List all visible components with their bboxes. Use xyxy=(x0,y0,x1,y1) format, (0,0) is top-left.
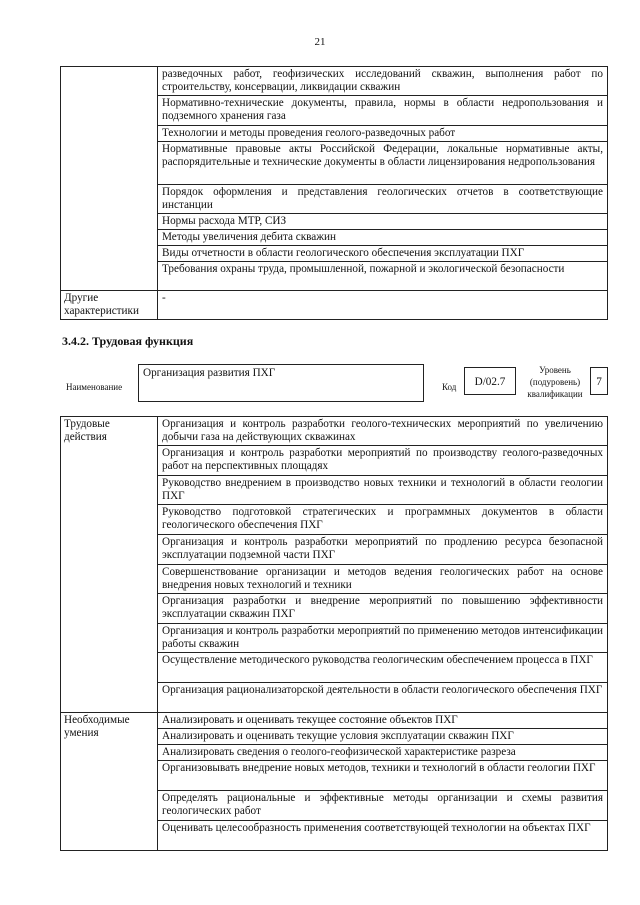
knowledge-item: Порядок оформления и представления геологических отчетов в соответствующие инстанции xyxy=(158,185,608,214)
action-item: Руководство внедрением в производство новых техники и технологий в области геологии ПХГ xyxy=(158,476,608,505)
other-characteristics-value: - xyxy=(158,291,608,320)
name-value: Организация развития ПХГ xyxy=(138,364,424,402)
skill-item: Анализировать и оценивать текущее состояние объектов ПХГ xyxy=(158,713,608,729)
action-item: Руководство подготовкой стратегических и программных документов в области геологического обеспечения ПХГ xyxy=(158,505,608,535)
level-value: 7 xyxy=(590,367,608,395)
level-label: Уровень (подуровень) квалификации xyxy=(527,365,583,399)
skill-item: Организовывать внедрение новых методов, техники и технологий в области геологии ПХГ xyxy=(158,761,608,791)
skill-item: Оценивать целесообразность применения соответствующей технологии на объектах ПХГ xyxy=(158,821,608,851)
actions-label: Трудовые действия xyxy=(61,417,158,713)
code-value: D/02.7 xyxy=(464,367,516,395)
skill-item: Анализировать и оценивать текущие условия эксплуатации скважин ПХГ xyxy=(158,729,608,745)
knowledge-label-cell xyxy=(61,67,158,291)
action-item: Осуществление методического руководства геологическим обеспечением процесса в ПХГ xyxy=(158,653,608,683)
function-table xyxy=(60,416,608,851)
knowledge-item: Требования охраны труда, промышленной, пожарной и экологической безопасности xyxy=(158,262,608,291)
function-name-bar xyxy=(62,364,608,408)
other-characteristics-label: Другие характеристики xyxy=(61,291,158,320)
action-item: Организация и контроль разработки мероприятий по продлению ресурса безопасной эксплуатации подземной части ПХГ xyxy=(158,535,608,565)
skill-item: Определять рациональные и эффективные методы организации и схемы развития геологических работ xyxy=(158,791,608,821)
knowledge-item: Нормативные правовые акты Российской Федерации, локальные нормативные акты, распорядительные и технические документы в области лицензирования недропользования xyxy=(158,142,608,185)
name-label: Наименование xyxy=(66,382,123,392)
action-item: Организация и контроль разработки мероприятий по производству геолого-разведочных работ на перспективных площадях xyxy=(158,446,608,476)
knowledge-item: Виды отчетности в области геологического обеспечения эксплуатации ПХГ xyxy=(158,246,608,262)
action-item: Организация рационализаторской деятельности в области геологического обеспечения ПХГ xyxy=(158,683,608,713)
action-item: Организация и контроль разработки геолого-технических мероприятий по увеличению добычи газа на действующих скважинах xyxy=(158,417,608,446)
knowledge-item: разведочных работ, геофизических исследований скважин, выполнения работ по строительству, консервации, ликвидации скважин xyxy=(158,67,608,96)
skills-label: Необходимые умения xyxy=(61,713,158,851)
action-item: Организация и контроль разработки мероприятий по применению методов интенсификации работы скважин xyxy=(158,624,608,653)
action-item: Совершенствование организации и методов ведения геологических работ на основе внедрения новых технологий и техники xyxy=(158,565,608,594)
skill-item: Анализировать сведения о геолого-геофизической характеристике разреза xyxy=(158,745,608,761)
knowledge-item: Нормативно-технические документы, правила, нормы в области недропользования и подземного хранения газа xyxy=(158,96,608,126)
knowledge-item: Нормы расхода МТР, СИЗ xyxy=(158,214,608,230)
section-title: 3.4.2. Трудовая функция xyxy=(62,334,194,348)
code-label: Код xyxy=(442,382,457,392)
knowledge-item: Технологии и методы проведения геолого-разведочных работ xyxy=(158,126,608,142)
knowledge-table xyxy=(60,66,608,320)
knowledge-item: Методы увеличения дебита скважин xyxy=(158,230,608,246)
page-number: 21 xyxy=(314,36,326,48)
action-item: Организация разработки и внедрение мероприятий по повышению эффективности эксплуатации скважин ПХГ xyxy=(158,594,608,624)
